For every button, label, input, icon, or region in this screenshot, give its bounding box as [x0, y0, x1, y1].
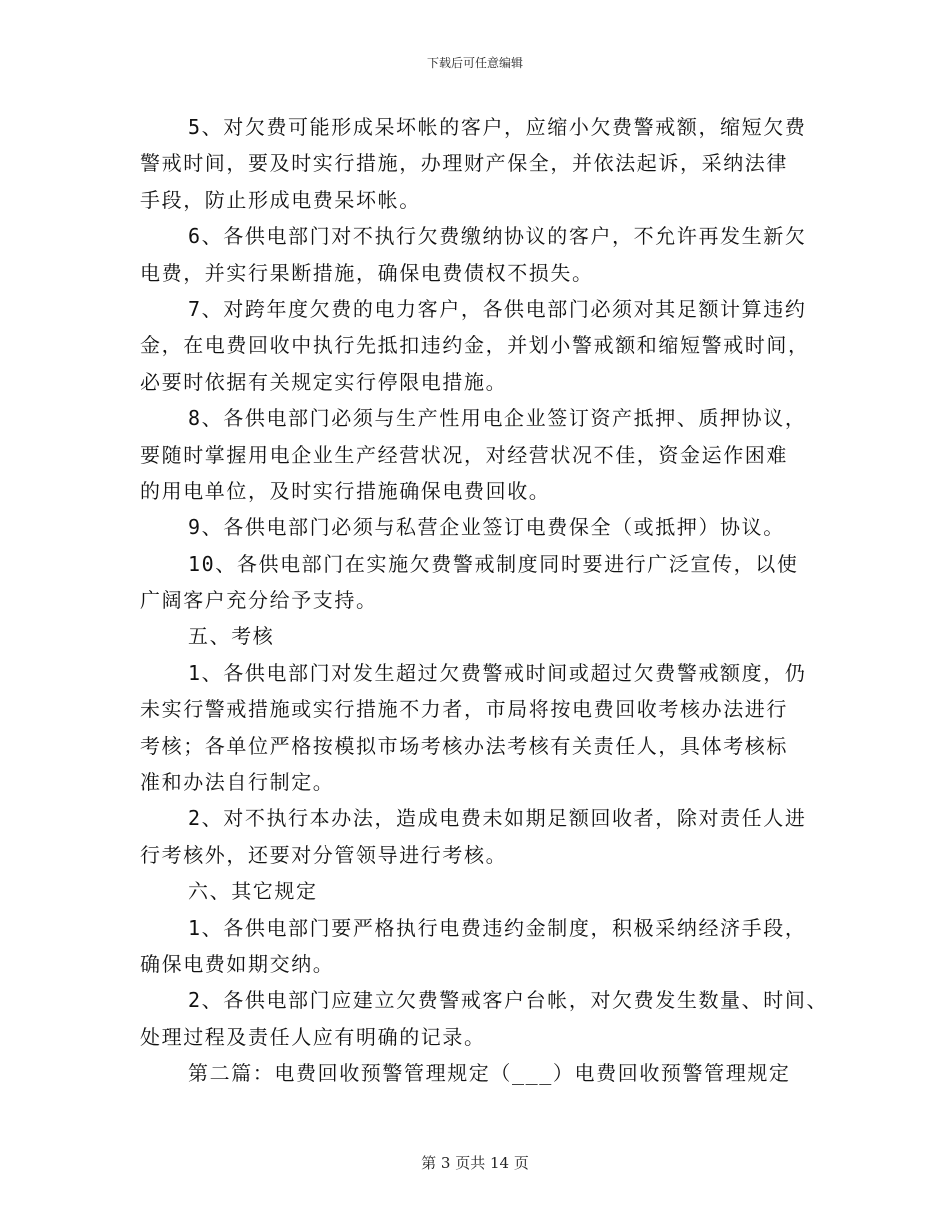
paragraph-line: 6、各供电部门对不执行欠费缴纳协议的客户，不允许再发生新欠: [188, 224, 807, 249]
paragraph-line: 7、对跨年度欠费的电力客户，各供电部门必须对其足额计算违约: [188, 296, 807, 321]
section-heading: 六、其它规定: [188, 879, 318, 904]
paragraph-line: 5、对欠费可能形成呆坏帐的客户，应缩小欠费警戒额，缩短欠费: [188, 115, 807, 139]
paragraph-line: 2、各供电部门应建立欠费警戒客户台帐，对欠费发生数量、时间、: [188, 988, 829, 1013]
chapter-title-line: 第二篇：电费回收预警管理规定（___）电费回收预警管理规定: [188, 1061, 791, 1086]
paragraph-line: 确保电费如期交纳。: [140, 951, 335, 976]
paragraph-line: 准和办法自行制定。: [140, 770, 335, 795]
page-header-note: 下载后可任意编辑: [426, 56, 523, 70]
paragraph-line: 电费，并实行果断措施，确保电费债权不损失。: [140, 260, 594, 285]
paragraph-line: 警戒时间，要及时实行措施，办理财产保全，并依法起诉，采纳法律: [140, 151, 788, 176]
paragraph-line: 未实行警戒措施或实行措施不力者，市局将按电费回收考核办法进行: [140, 697, 788, 722]
document-body: [140, 112, 829, 1095]
section-heading: 五、考核: [188, 624, 275, 649]
paragraph-line: 处理过程及责任人应有明确的记录。: [140, 1024, 486, 1049]
paragraph-line: 广阔客户充分给予支持。: [140, 588, 378, 613]
paragraph-line: 金，在电费回收中执行先抵扣违约金，并划小警戒额和缩短警戒时间，: [140, 333, 810, 358]
paragraph-line: 2、对不执行本办法，造成电费未如期足额回收者，除对责任人进: [188, 806, 807, 831]
paragraph-line: 手段，防止形成电费呆坏帐。: [140, 187, 421, 212]
paragraph-line: 行考核外，还要对分管领导进行考核。: [140, 842, 508, 867]
paragraph-line: 8、各供电部门必须与生产性用电企业签订资产抵押、质押协议，: [188, 406, 807, 431]
paragraph-line: 1、各供电部门对发生超过欠费警戒时间或超过欠费警戒额度，仍: [188, 660, 807, 685]
paragraph-line: 10、各供电部门在实施欠费警戒制度同时要进行广泛宣传，以使: [188, 551, 799, 576]
paragraph-line: 1、各供电部门要严格执行电费违约金制度，积极采纳经济手段，: [188, 915, 807, 940]
paragraph-line: 要随时掌握用电企业生产经营状况，对经营状况不佳，资金运作困难: [140, 442, 788, 467]
paragraph-line: 9、各供电部门必须与私营企业签订电费保全（或抵押）协议。: [188, 515, 785, 540]
paragraph-line: 的用电单位，及时实行措施确保电费回收。: [140, 478, 551, 503]
paragraph-line: 必要时依据有关规定实行停限电措施。: [140, 369, 508, 394]
page-number: 第 3 页共 14 页: [421, 1154, 529, 1172]
paragraph-line: 考核；各单位严格按模拟市场考核办法考核有关责任人，具体考核标: [140, 733, 788, 758]
